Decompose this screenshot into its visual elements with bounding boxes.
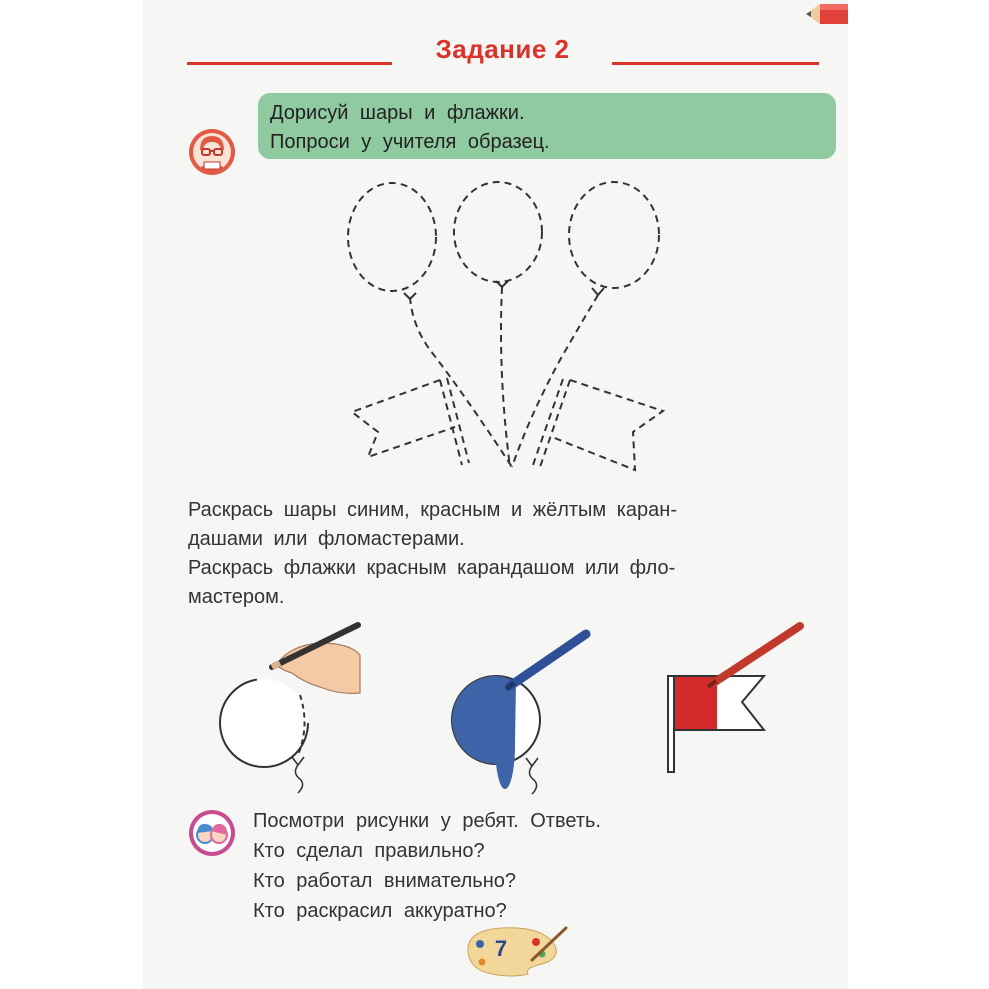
pencil-tab-icon: [806, 0, 848, 30]
example-tracing-balloon: [210, 615, 370, 800]
balloon-outline-traced: [220, 679, 308, 767]
children-icon: [188, 809, 236, 857]
blue-marker-icon: [506, 634, 586, 689]
header-line-right: [612, 62, 819, 65]
page-number: 7: [494, 936, 508, 961]
dashed-balloon-left: [348, 183, 436, 291]
dashed-balloon-middle: [454, 182, 542, 282]
task-title: Задание 2: [435, 34, 570, 64]
dashed-balloons-flags-drawing: [330, 175, 680, 485]
coloring-instructions: [188, 496, 820, 612]
questions-block: [253, 806, 773, 926]
question-line-1: Посмотри рисунки у ребят. Ответь.: [253, 810, 601, 832]
dashed-string-middle: [501, 287, 510, 467]
coloring-line-2: дашами или фломастерами.: [188, 528, 465, 550]
coloring-line-1: Раскрась шары синим, красным и жёлтым каран-: [188, 499, 677, 521]
example-red-flag: [660, 618, 810, 778]
question-line-2: Кто сделал правильно?: [253, 840, 485, 862]
dashed-string-left: [410, 297, 512, 467]
blue-balloon-fill: [452, 676, 516, 789]
example-blue-balloon: [440, 622, 610, 802]
dashed-balloon-right: [569, 182, 659, 288]
instruction-line-2: Попроси у учителя образец.: [270, 131, 550, 153]
teacher-icon: [188, 128, 236, 176]
palette-icon: [462, 920, 572, 980]
dashed-flag-right: [552, 380, 663, 470]
dashed-flag-left: [352, 380, 455, 457]
dashed-string-right: [512, 295, 598, 467]
instruction-line-1: Дорисуй шары и флажки.: [270, 102, 525, 124]
question-line-4: Кто раскрасил аккуратно?: [253, 900, 507, 922]
header-line-left: [187, 62, 392, 65]
hand-icon: [276, 643, 360, 693]
coloring-line-4: мастером.: [188, 586, 285, 608]
instruction-box: [258, 93, 836, 159]
question-line-3: Кто работал внимательно?: [253, 870, 516, 892]
coloring-line-3: Раскрась флажки красным карандашом или фло-: [188, 557, 676, 579]
